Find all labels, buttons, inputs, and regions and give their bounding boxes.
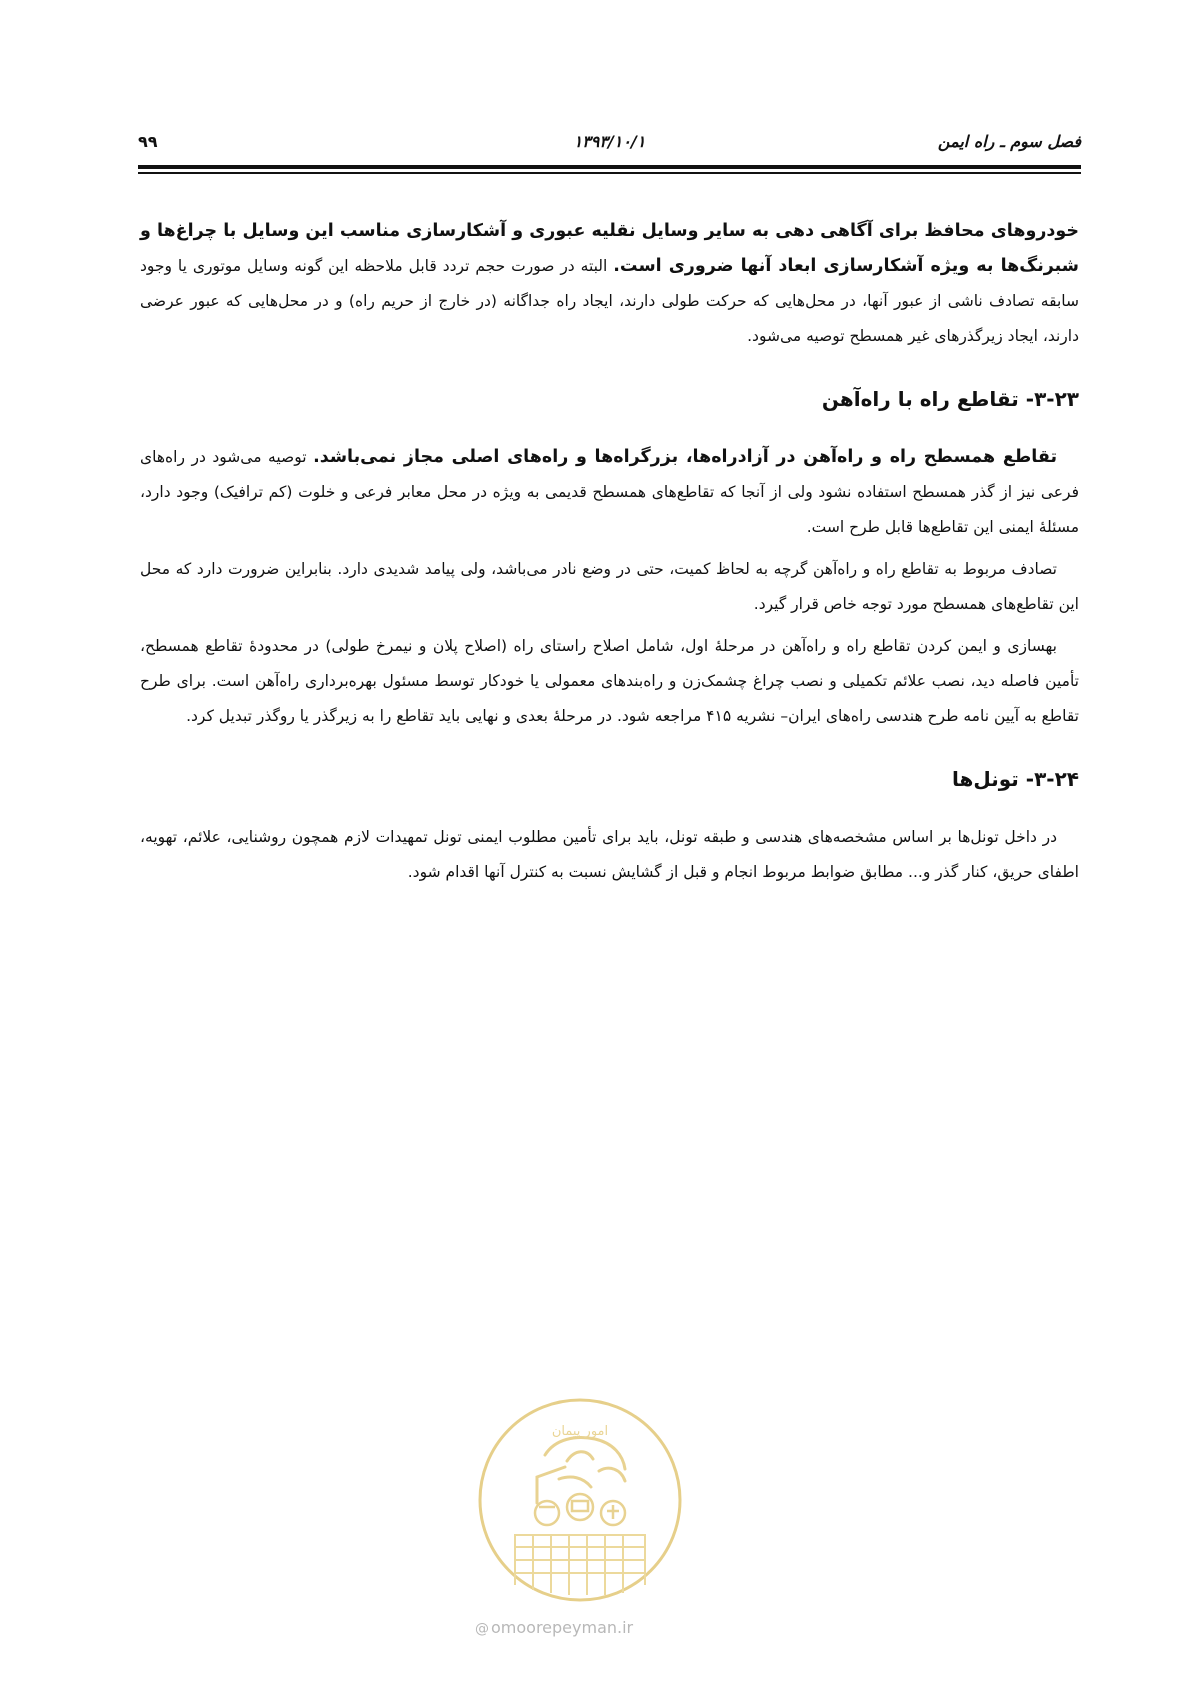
section-heading-tunnels: ۳-۲۴- تونل‌ها: [952, 767, 1079, 791]
at-symbol-icon: @: [475, 1621, 489, 1637]
document-body: [140, 214, 1079, 897]
paragraph-protective-vehicles: [140, 214, 1079, 354]
paragraph-text: توصیه می‌شود در راه‌های فرعی نیز از گذر همسطح استفاده نشود ولی از آنجا که تقاطع‌های همسطح قدیمی به ویژه در محل معابر فرعی و خلوت (کم ترافیک) وجود دارد، مسئلۀ ایمنی این تقاطع‌ها قابل طرح است.: [140, 448, 1079, 536]
chapter-title: فصل سوم ـ راه ایمن: [937, 132, 1081, 151]
paragraph-bold-lead: تقاطع همسطح راه و راه‌آهن در آزادراه‌ها، بزرگراه‌ها و راه‌های اصلی مجاز نمی‌باشد.: [313, 447, 1058, 467]
section-heading-railway-crossing: ۳-۲۳- تقاطع راه با راه‌آهن: [821, 387, 1079, 411]
header-date: ۱۳۹۳/۱۰/۱: [573, 132, 646, 151]
paragraph-text: البته در صورت حجم تردد قابل ملاحظه این گونه وسایل موتوری یا وجود سابقه تصادف ناشی از عبور آنها، در محل‌هایی که حرکت طولی دارند، ایجاد راه جداگانه (در خارج از حریم راه) و در محل‌هایی که عبور عرضی دارند، ایجاد زیرگذرهای غیر همسطح توصیه می‌شود.: [140, 257, 1079, 345]
header-rule-thin: [138, 172, 1081, 174]
watermark-seal: [475, 1395, 685, 1605]
paragraph-crossing-improvement: بهسازی و ایمن کردن تقاطع راه و راه‌آهن در مرحلۀ اول، شامل اصلاح راستای راه (اصلاح پلان و نیمرخ طولی) در محدودۀ تقاطع همسطح، تأمین فاصله دید، نصب علائم تکمیلی و نصب چراغ چشمک‌زن و راه‌بندهای معمولی یا خودکار توسط مسئول بهره‌برداری راه‌آهن است. برای طرح تقاطع به آیین نامه طرح هندسی راه‌های ایران– نشریه ۴۱۵ مراجعه شود. در مرحلۀ بعدی و نهایی باید تقاطع را به زیرگذر یا روگذر تبدیل کرد.: [140, 637, 1079, 725]
page-number: ۹۹: [138, 132, 158, 151]
paragraph-bold-lead: خودروهای محافظ برای آگاهی دهی به سایر وسایل نقلیه عبوری و آشکارسازی مناسب این وسایل با چراغ‌ها و شبرنگ‌ها به ویژه آشکارسازی ابعاد آنها ضروری است.: [140, 221, 1079, 276]
header-rule-thick: [138, 165, 1081, 169]
seal-text: امور پیمان: [551, 1424, 609, 1439]
seal-logo-icon: [475, 1395, 685, 1605]
paragraph-crossing-accidents: تصادف مربوط به تقاطع راه و راه‌آهن گرچه به لحاظ کمیت، حتی در وضع نادر می‌باشد، ولی پیامد شدیدی دارد. بنابراین ضرورت دارد که محل این تقاطع‌های همسطح مورد توجه خاص قرار گیرد.: [140, 560, 1079, 613]
paragraph-tunnels: در داخل تونل‌ها بر اساس مشخصه‌های هندسی و طبقه تونل، باید برای تأمین مطلوب ایمنی تونل تمهیدات لازم همچون روشنایی، علائم، تهویه، اطفای حریق، کنار گذر و... مطابق ضوابط مربوط انجام و قبل از گشایش نسبت به کنترل آنها اقدام شود.: [140, 828, 1079, 881]
watermark-caption: [475, 1618, 715, 1637]
watermark-url: omoorepeyman.ir: [491, 1618, 634, 1637]
paragraph-level-crossing: [140, 440, 1079, 545]
page-header: [138, 122, 1081, 162]
